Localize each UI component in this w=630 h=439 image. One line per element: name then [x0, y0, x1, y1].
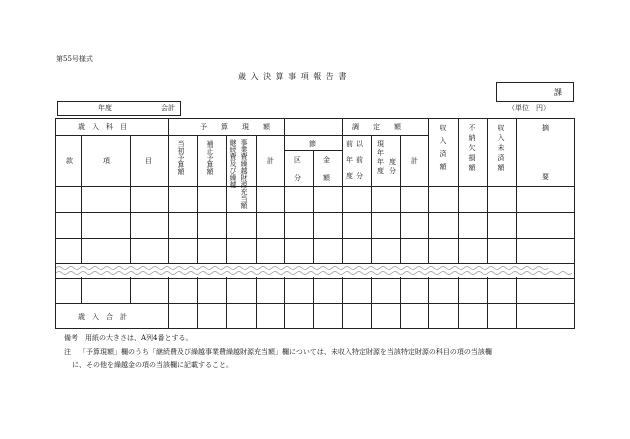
table-row[interactable]: [56, 213, 574, 238]
unit-note: （単位 円）: [508, 104, 550, 112]
note-chu-text-line2: に、その他を繰越金の項の当該欄に記載すること。: [72, 361, 233, 369]
subheader-moku: 目: [145, 157, 152, 165]
fiscal-year-label: 年度: [98, 104, 112, 112]
total-row-label: 歳 入 合 計: [78, 313, 127, 321]
subheader-kin: 金: [323, 156, 330, 164]
subheader-kan: 款: [66, 157, 73, 165]
table-row[interactable]: [56, 239, 574, 263]
subheader-gaku: 額: [323, 174, 330, 182]
subheader-prior-year: 前以 年前 度分: [346, 140, 366, 180]
note-biko-label: 備考: [64, 334, 78, 342]
note-biko-text: 用紙の大きさは、A列4番とする。: [85, 334, 193, 342]
header-received: 収入済額: [439, 124, 447, 176]
header-budget-current: 予 算 現 額: [200, 123, 270, 131]
note-chu-label: 注: [64, 348, 71, 356]
division-label: 課: [554, 88, 562, 97]
table-row[interactable]: [56, 279, 574, 303]
table-row[interactable]: [56, 187, 574, 212]
form-number: 第55号様式: [56, 55, 93, 63]
subheader-initial-budget: 当初予算額: [177, 140, 185, 175]
header-remarks-top: 摘: [542, 124, 549, 132]
subheader-carryover-funding: 継続費及び繰越: [229, 139, 237, 188]
subheader-budget-total: 計: [267, 157, 274, 165]
account-label: 会計: [161, 104, 175, 112]
header-uncollected: 収入未済額: [497, 124, 505, 174]
subheader-current-year: 現 年 年度 度分: [377, 140, 401, 175]
subheader-kou: 項: [103, 157, 110, 165]
subheader-funding-source: 事業費繰越財源充当額: [240, 139, 248, 209]
note-chu-text-line1: 「予算現額」欄のうち「継続費及び繰越事業費繰越財源充当額」欄については、未収入特定財源を当該特定財源の科目の項の当該欄: [79, 348, 492, 356]
document-title: 歳 入 決 算 事 項 報 告 書: [238, 72, 348, 81]
header-determined-amount: 調 定 額: [352, 123, 401, 131]
header-remarks-bottom: 要: [542, 173, 549, 181]
subheader-determined-total: 計: [411, 157, 418, 165]
subheader-setsu: 節: [309, 140, 316, 148]
subheader-bun: 分: [294, 174, 301, 182]
subheader-ku: 区: [294, 156, 301, 164]
header-non-payment-loss: 不納欠損額: [468, 124, 476, 174]
subheader-supplementary-budget: 補正予算額: [206, 140, 214, 175]
header-revenue-category: 歳 入 科 目: [78, 123, 127, 131]
